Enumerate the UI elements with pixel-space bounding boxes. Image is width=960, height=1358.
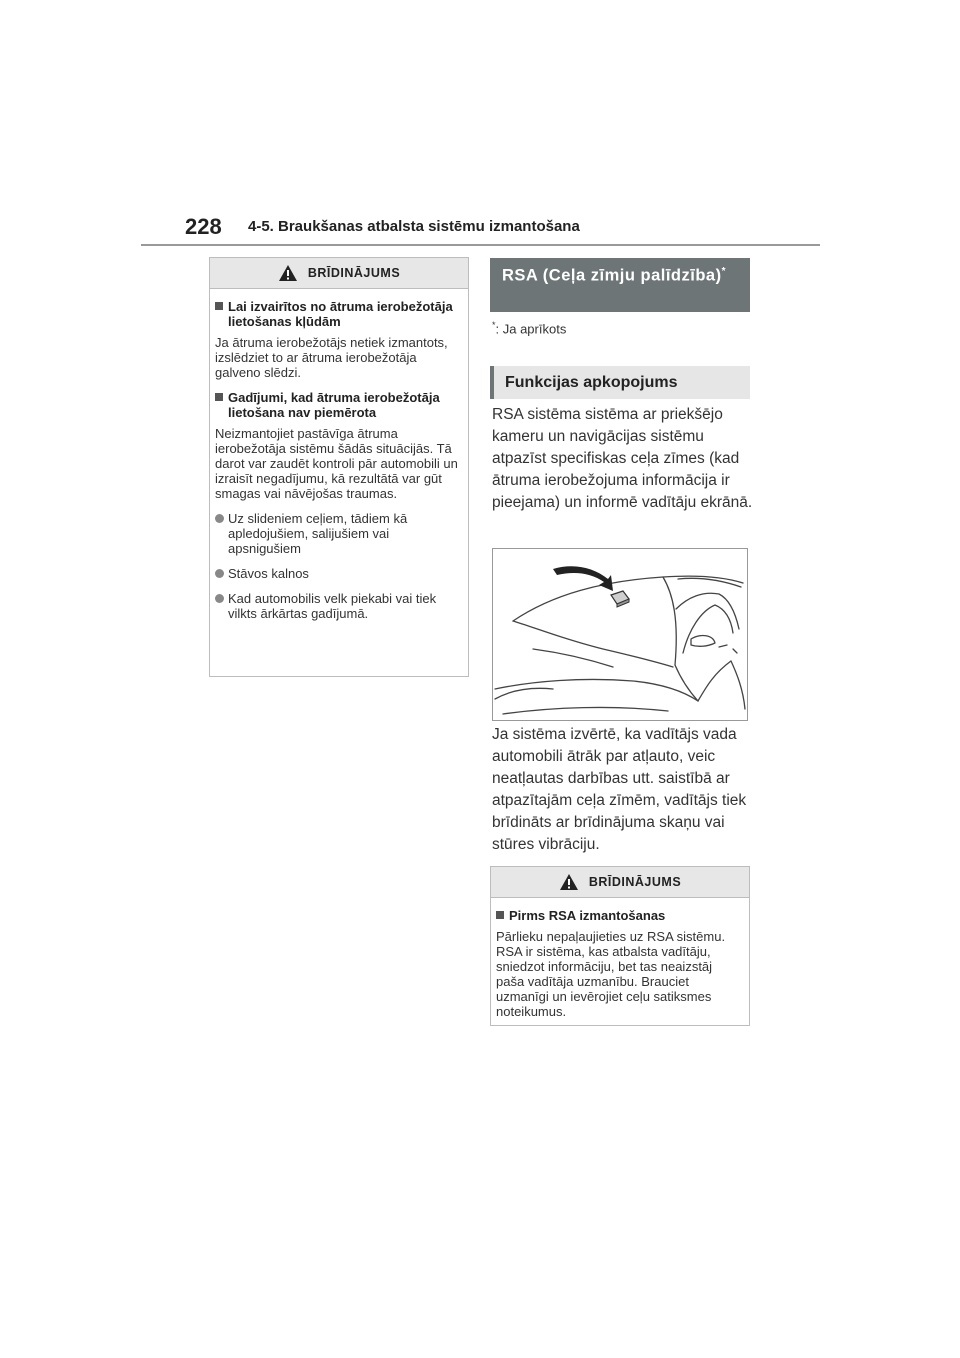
item-heading-text: Pirms RSA izmantošanas bbox=[509, 908, 666, 923]
warning-box-rsa bbox=[490, 866, 750, 1026]
warning-paragraph: Ja ātruma ierobežotājs netiek izmantots, izslēdziet to ar ātruma ierobežotāja galveno slēdzi. bbox=[215, 335, 448, 380]
warning-paragraph: Pārlieku nepaļaujieties uz RSA sistēmu. RSA ir sistēma, kas atbalsta vadītāju, sniedzot informāciju, bet tas neaizstāj paša vadītāja uzmanību. Brauciet uzmanīgi un ievērojiet ceļu satiksmes noteikumus. bbox=[496, 929, 726, 1019]
warning-label: BRĪDINĀJUMS bbox=[588, 875, 682, 889]
warning-paragraph: Neizmantojiet pastāvīga ātruma ierobežotāja sistēmu šādās situācijās. Tā darot var zaudēt kontroli pār automobili un izraisīt negadījumu, kā rezultātā var gūt smagas vai nāvējošas traumas. bbox=[215, 426, 458, 501]
page-number: 228 bbox=[185, 214, 222, 239]
footnote-mark: * bbox=[492, 320, 496, 330]
square-bullet-icon bbox=[215, 302, 223, 310]
footnote bbox=[492, 320, 566, 336]
warning-item-heading bbox=[215, 390, 461, 420]
body-paragraph-1: RSA sistēma sistēma ar priekšējo kameru un navigācijas sistēmu atpazīst specifiskas ceļa zīmes (kad ātruma ierobežojuma informācija ir pieejama) un informē vadītāju ekrānā. bbox=[492, 406, 753, 511]
windshield-camera-figure bbox=[492, 548, 748, 721]
square-bullet-icon bbox=[215, 393, 223, 401]
round-bullet-icon bbox=[215, 569, 224, 578]
warning-triangle-icon bbox=[278, 264, 298, 282]
square-bullet-icon bbox=[496, 911, 504, 919]
rsa-section-banner bbox=[490, 258, 750, 312]
list-item-text: Uz slideniem ceļiem, tādiem kā apledojušiem, salijušiem vai apsnigušiem bbox=[228, 511, 408, 556]
list-item bbox=[215, 511, 461, 556]
item-heading-text: Lai izvairītos no ātruma ierobežotāja lietošanas kļūdām bbox=[228, 299, 453, 329]
item-heading-text: Gadījumi, kad ātruma ierobežotāja lietošana nav piemērota bbox=[228, 390, 440, 420]
warning-box-speed-limiter bbox=[209, 257, 469, 677]
warning-triangle-icon bbox=[559, 873, 579, 891]
header-divider bbox=[141, 244, 820, 246]
warning-item-heading bbox=[215, 299, 461, 329]
list-item-text: Kad automobilis velk piekabi vai tiek vilkts ārkārtas gadījumā. bbox=[228, 591, 437, 621]
body-paragraph-2: Ja sistēma izvērtē, ka vadītājs vada automobili ātrāk par atļauto, veic neatļautas darbības utt. saistībā ar atpazītajām ceļa zīmēm, vadītājs tiek brīdināts ar brīdinājuma skaņu vai stūres vibrāciju. bbox=[492, 726, 747, 853]
round-bullet-icon bbox=[215, 514, 224, 523]
list-item bbox=[215, 566, 461, 581]
windshield-camera-illustration bbox=[493, 549, 747, 720]
warning-header bbox=[491, 867, 749, 898]
footnote-text: : Ja aprīkots bbox=[495, 321, 567, 337]
page-header bbox=[185, 214, 825, 246]
subheading-banner: Funkcijas apkopojums bbox=[490, 366, 750, 399]
rsa-title: RSA (Ceļa zīmju palīdzība) bbox=[502, 266, 722, 285]
list-item-text: Stāvos kalnos bbox=[228, 566, 309, 581]
warning-label: BRĪDINĀJUMS bbox=[307, 266, 401, 280]
title-footnote-mark: * bbox=[721, 266, 726, 277]
round-bullet-icon bbox=[215, 594, 224, 603]
section-title: 4-5. Braukšanas atbalsta sistēmu izmantošana bbox=[248, 218, 580, 235]
warning-header bbox=[210, 258, 468, 289]
list-item bbox=[215, 591, 461, 621]
warning-item-heading bbox=[496, 908, 742, 923]
warning-body bbox=[491, 898, 749, 1029]
warning-body bbox=[210, 289, 468, 631]
